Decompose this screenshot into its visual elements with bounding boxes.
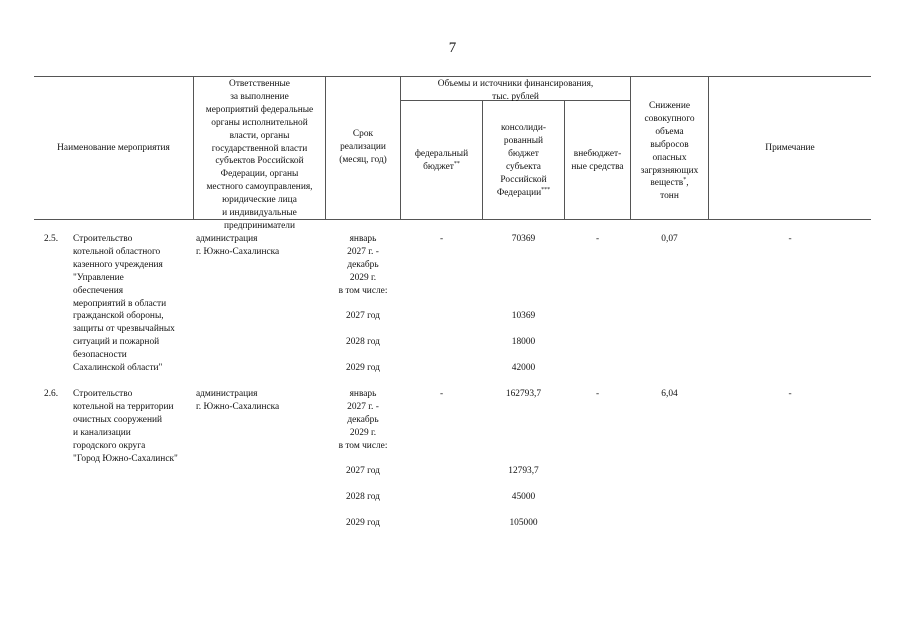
row-name: Строительство котельной областного казенного учреждения "Управление обеспечения мероприятий в области гражданской обороны, защиты от чрезвычайных ситуаций и пожарной безопасности Сахалинской области" (73, 234, 175, 374)
header-federal (401, 148, 482, 174)
row-note: - (788, 389, 792, 399)
header-bottom-rule (34, 219, 871, 220)
header-regional-mark: *** (541, 186, 551, 193)
header-funding: Объемы и источники финансирования, тыс. рублей (437, 79, 594, 102)
year-value: 12793,7 (508, 466, 539, 476)
year-label: 2027 год (346, 311, 380, 321)
page-number: 7 (448, 40, 457, 56)
year-value: 18000 (511, 337, 536, 347)
year-label: 2029 год (346, 518, 380, 528)
row-number: 2.6. (44, 389, 59, 399)
header-reduction-text: Снижение совокупного объема выбросов опасных загрязняющих веществ (640, 101, 699, 189)
row-reduction: 6,04 (661, 389, 678, 399)
year-value: 10369 (511, 311, 536, 321)
header-reduction-mark: * (683, 177, 687, 184)
header-responsible: Ответственные за выполнение мероприятий федеральные органы исполнительной власти, органы государственной власти субъектов Российской Федерации, органы местного самоуправления, юридические лица и индивидуальные предприниматели (205, 79, 314, 231)
year-label: 2028 год (346, 492, 380, 502)
row-extrabudget: - (595, 234, 600, 244)
row-extrabudget: - (595, 389, 600, 399)
row-federal: - (439, 234, 444, 244)
row-term: январь 2027 г. - декабрь 2029 г. в том числе: (338, 234, 388, 296)
header-federal-mark: ** (453, 160, 460, 167)
year-label: 2029 год (346, 363, 380, 373)
header-regional-text: консолиди- рованный бюджет субъекта Российской Федерации (496, 123, 547, 198)
header-reduction-unit: , тонн (660, 178, 689, 202)
row-number: 2.5. (44, 234, 59, 244)
year-label: 2027 год (346, 466, 380, 476)
row-responsible: администрация г. Южно-Сахалинска (196, 234, 280, 257)
header-reduction (631, 100, 708, 203)
header-note: Примечание (765, 143, 815, 153)
header-term: Срок реализации (месяц, год) (339, 129, 387, 165)
row-reduction: 0,07 (661, 234, 678, 244)
header-extrabudget: внебюджет- ные средства (571, 149, 624, 172)
year-value: 45000 (511, 492, 536, 502)
row-name: Строительство котельной на территории очистных сооружений и канализации городского округа "Город Южно-Сахалинск" (73, 389, 178, 464)
row-federal: - (439, 389, 444, 399)
row-term: январь 2027 г. - декабрь 2029 г. в том числе: (338, 389, 388, 451)
header-federal-text: федеральный бюджет (414, 149, 469, 172)
row-regional: 70369 (511, 234, 536, 244)
year-value: 42000 (511, 363, 536, 373)
header-name: Наименование мероприятия (57, 143, 170, 153)
year-label: 2028 год (346, 337, 380, 347)
row-regional: 162793,7 (505, 389, 542, 399)
row-responsible: администрация г. Южно-Сахалинска (196, 389, 280, 412)
header-top-rule (34, 76, 871, 77)
year-value: 105000 (509, 518, 538, 528)
row-note: - (788, 234, 792, 244)
header-regional (483, 122, 564, 199)
